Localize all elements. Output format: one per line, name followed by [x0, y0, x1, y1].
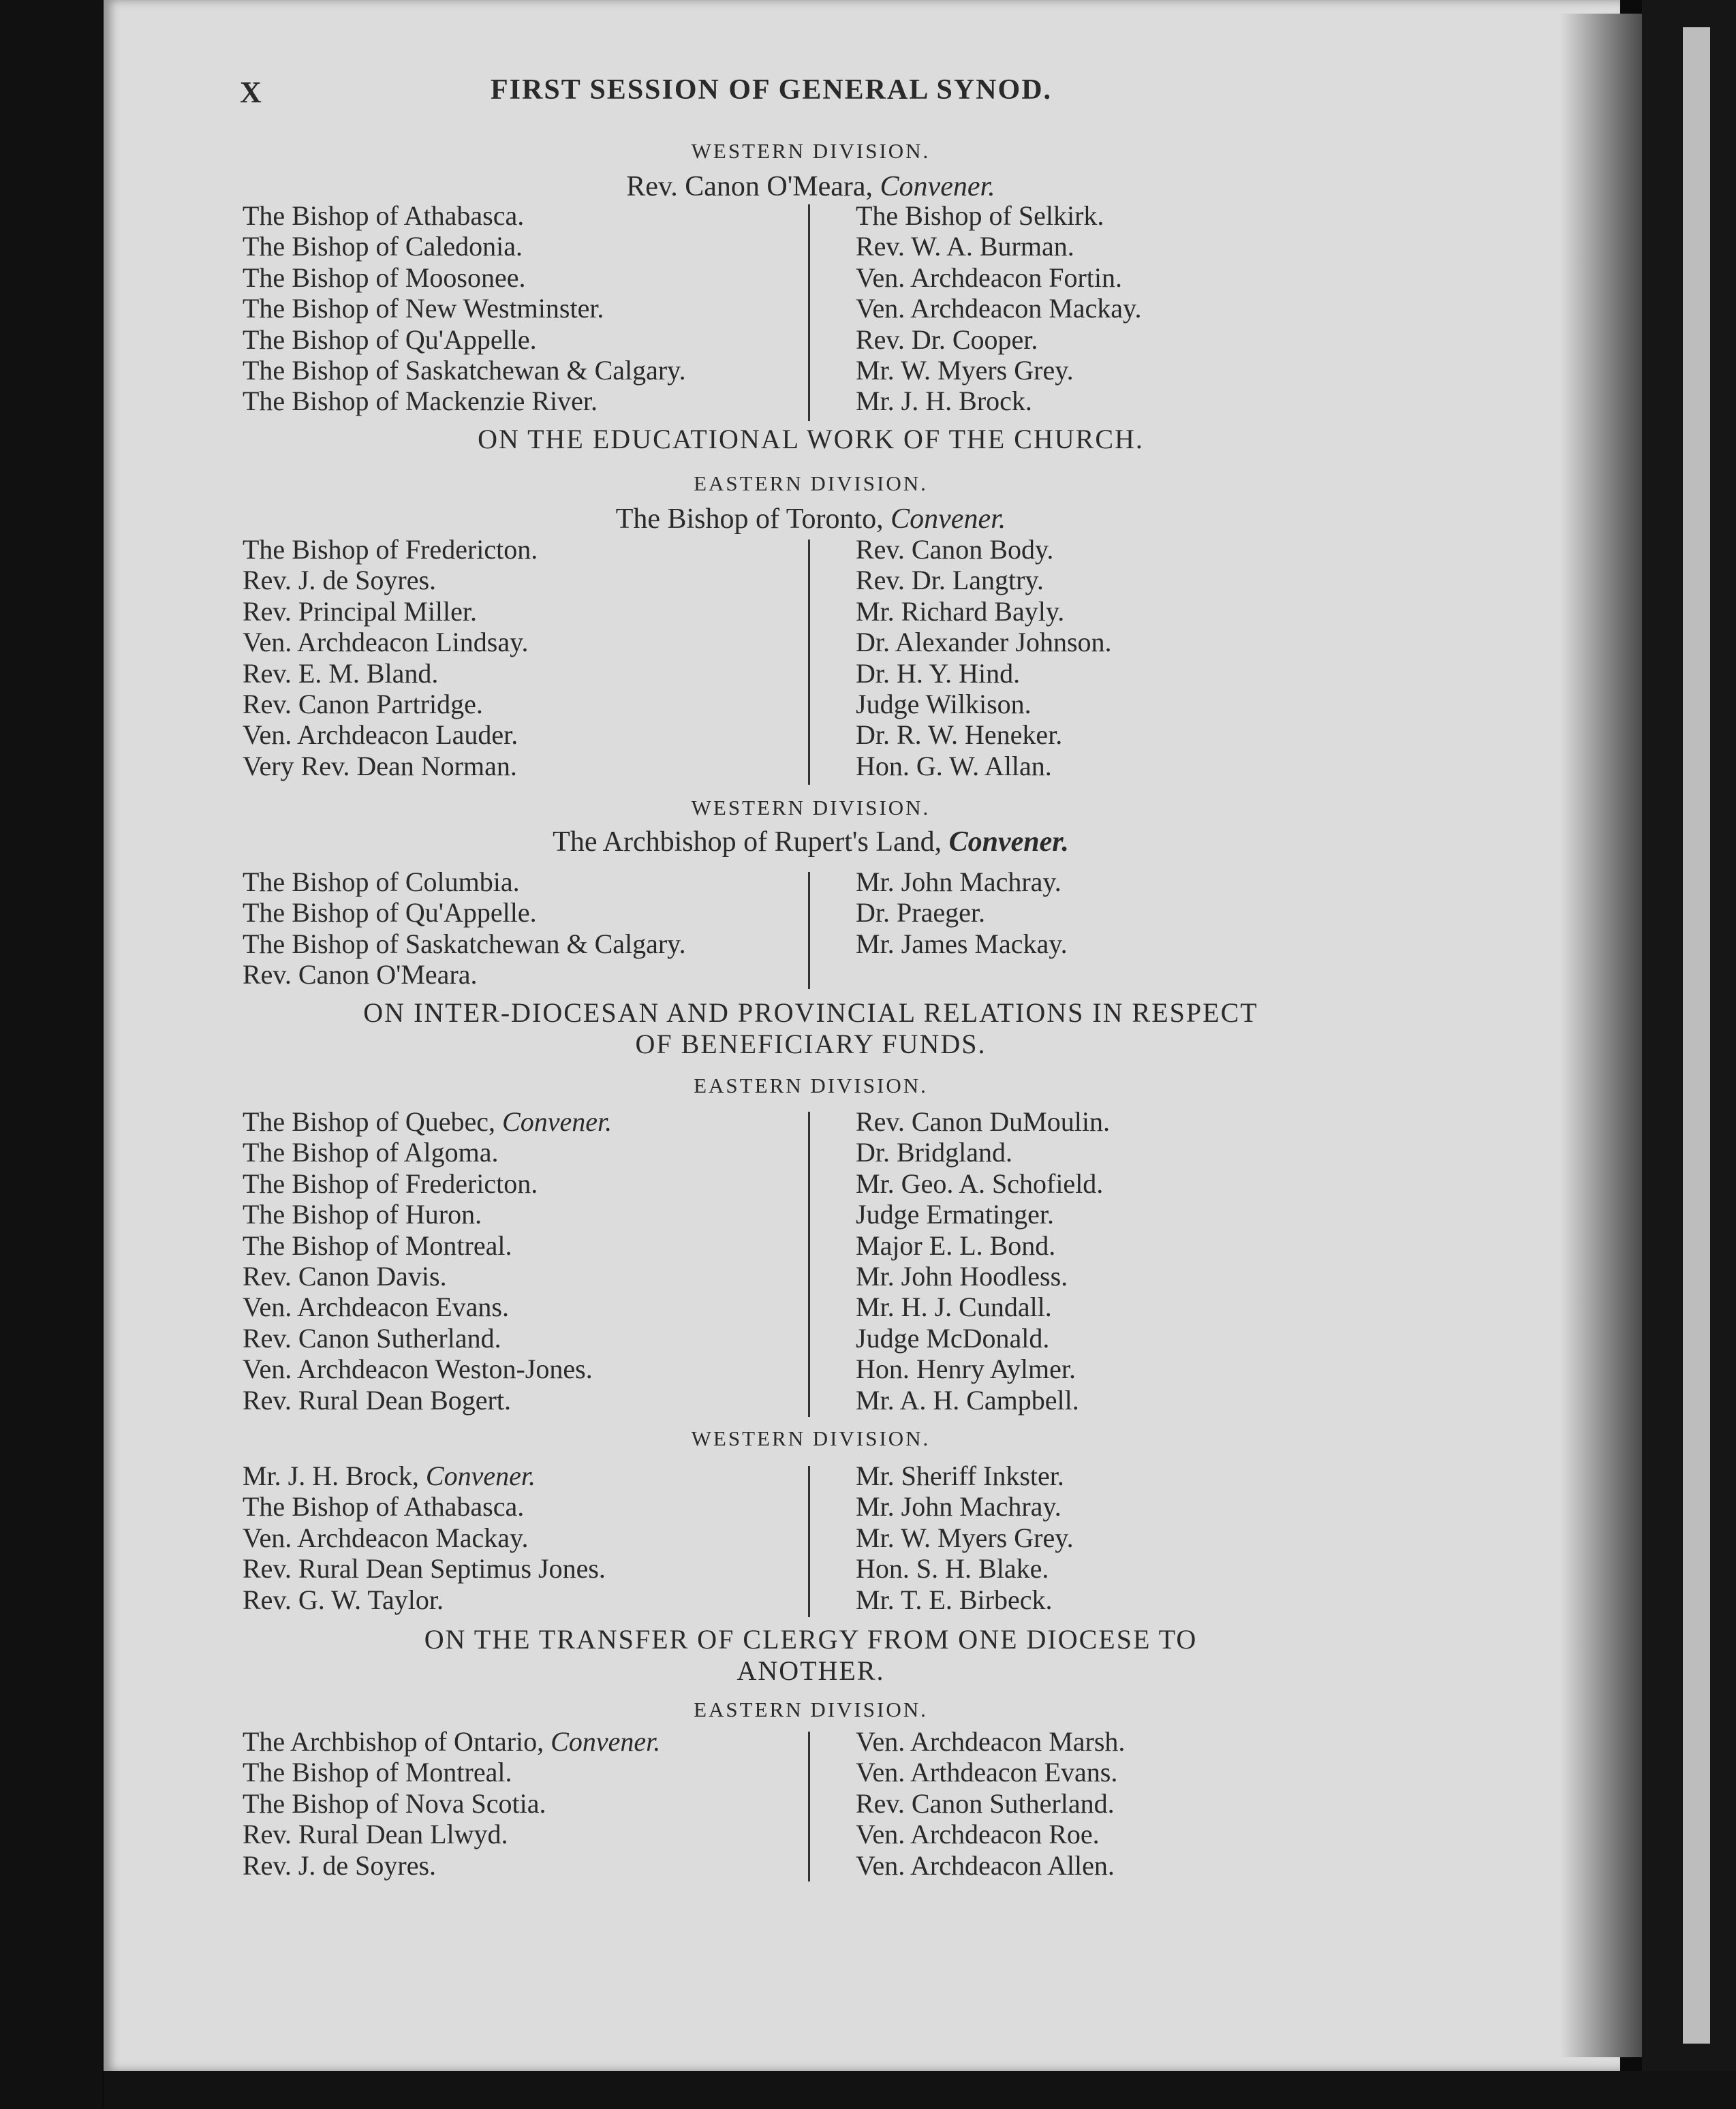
- member: The Bishop of Columbia.: [243, 866, 520, 897]
- column-divider: [808, 1732, 810, 1881]
- member: Rev. Rural Dean Llwyd.: [243, 1819, 508, 1850]
- convener-line: [204, 826, 1417, 858]
- member-list-left: [243, 200, 686, 417]
- member: The Bishop of Mackenzie River.: [243, 386, 598, 417]
- member: Mr. J. H. Brock.: [856, 386, 1032, 417]
- section-title: [232, 997, 1390, 1060]
- member: Dr. R. W. Heneker.: [856, 719, 1063, 751]
- member: Rev. Canon Partridge.: [243, 688, 483, 719]
- member-list-left: [243, 866, 686, 990]
- convener-label: Convener.: [425, 1460, 536, 1491]
- member-list-left: [243, 1460, 606, 1615]
- member: The Bishop of Fredericton.: [243, 534, 538, 565]
- member: Judge Ermatinger.: [856, 1199, 1055, 1230]
- division-heading: EASTERN DIVISION.: [694, 471, 928, 495]
- division-heading: WESTERN DIVISION.: [691, 139, 931, 163]
- member: Judge McDonald.: [856, 1322, 1050, 1354]
- member: Ven. Arthdeacon Evans.: [856, 1757, 1118, 1788]
- member: Rev. Principal Miller.: [243, 595, 478, 627]
- member: Ven. Archdeacon Lindsay.: [243, 627, 529, 658]
- member-list-left: [243, 534, 538, 781]
- member: Dr. Bridgland.: [856, 1137, 1012, 1168]
- member: The Bishop of Qu'Appelle.: [243, 324, 537, 355]
- member-list-right: [856, 1106, 1110, 1416]
- member: The Bishop of Saskatchewan & Calgary.: [243, 354, 686, 386]
- member: Rev. Canon O'Meara.: [243, 959, 478, 990]
- member: Rev. Rural Dean Septimus Jones.: [243, 1553, 606, 1584]
- column-divider: [808, 204, 810, 421]
- convener-name: Rev. Canon O'Meara,: [626, 171, 873, 202]
- member: The Bishop of Caledonia.: [243, 231, 523, 262]
- member: The Bishop of Athabasca.: [243, 1491, 525, 1522]
- member: Hon. G. W. Allan.: [856, 750, 1052, 781]
- convener-member: [243, 1460, 606, 1491]
- member-list-right: [856, 1460, 1074, 1615]
- member: Mr. Geo. A. Schofield.: [856, 1168, 1104, 1199]
- member: Major E. L. Bond.: [856, 1230, 1056, 1261]
- convener-label: Convener.: [948, 826, 1069, 858]
- member: Ven. Archdeacon Lauder.: [243, 719, 518, 751]
- member-list-right: [856, 1726, 1125, 1881]
- section-title-line: ANOTHER.: [737, 1655, 885, 1686]
- member: Rev. Dr. Cooper.: [856, 324, 1038, 355]
- member: Dr. H. Y. Hind.: [856, 657, 1021, 689]
- member: Ven. Archdeacon Roe.: [856, 1819, 1100, 1850]
- member: Mr. Sheriff Inkster.: [856, 1460, 1064, 1491]
- division-heading: EASTERN DIVISION.: [694, 1074, 928, 1097]
- division-heading: WESTERN DIVISION.: [691, 1426, 931, 1450]
- column-divider: [808, 1112, 810, 1417]
- member: Hon. S. H. Blake.: [856, 1553, 1049, 1584]
- member: Dr. Alexander Johnson.: [856, 627, 1112, 658]
- member: Rev. Canon Davis.: [243, 1260, 447, 1292]
- member: The Bishop of Algoma.: [243, 1137, 499, 1168]
- member: The Bishop of Athabasca.: [243, 200, 525, 231]
- member: Rev. J. de Soyres.: [243, 1849, 437, 1881]
- section-title-line: ON INTER-DIOCESAN AND PROVINCIAL RELATIONS IN RESPECT: [363, 997, 1258, 1028]
- convener-label: Convener.: [880, 171, 995, 202]
- member: The Bishop of Montreal.: [243, 1230, 512, 1261]
- member: The Bishop of Saskatchewan & Calgary.: [243, 928, 686, 959]
- member: Mr. John Machray.: [856, 866, 1061, 897]
- convener-line: [204, 170, 1417, 203]
- division-heading: EASTERN DIVISION.: [694, 1698, 928, 1721]
- member-list-left: [243, 1106, 612, 1416]
- member: The Bishop of Montreal.: [243, 1757, 512, 1788]
- member: Rev. Canon Sutherland.: [856, 1787, 1115, 1819]
- convener-label: Convener.: [502, 1106, 613, 1137]
- member: Mr. Richard Bayly.: [856, 595, 1065, 627]
- member: Rev. Canon Sutherland.: [243, 1322, 501, 1354]
- member: Ven. Archdeacon Evans.: [243, 1292, 509, 1323]
- member: The Bishop of Huron.: [243, 1199, 482, 1230]
- member: Very Rev. Dean Norman.: [243, 750, 517, 781]
- member: Mr. W. Myers Grey.: [856, 354, 1074, 386]
- member: The Bishop of Fredericton.: [243, 1168, 538, 1199]
- convener-line: [204, 503, 1417, 535]
- member: Rev. Rural Dean Bogert.: [243, 1384, 511, 1416]
- member: Rev. Dr. Langtry.: [856, 565, 1044, 596]
- member: Rev. Canon DuMoulin.: [856, 1106, 1110, 1137]
- page-number: X: [240, 76, 263, 109]
- member: Dr. Praeger.: [856, 897, 985, 928]
- column-divider: [808, 1466, 810, 1617]
- member: Rev. Canon Body.: [856, 534, 1054, 565]
- convener-name: The Archbishop of Rupert's Land,: [553, 826, 942, 858]
- section-title: ON THE EDUCATIONAL WORK OF THE CHURCH.: [478, 424, 1144, 454]
- member: Mr. John Machray.: [856, 1491, 1061, 1522]
- section-title-line: ON THE TRANSFER OF CLERGY FROM ONE DIOCESE TO: [424, 1624, 1198, 1655]
- section-title-line: OF BENEFICIARY FUNDS.: [635, 1029, 987, 1059]
- member: Rev. W. A. Burman.: [856, 231, 1074, 262]
- member: Ven. Archdeacon Marsh.: [856, 1726, 1126, 1757]
- convener-name: Mr. J. H. Brock,: [243, 1460, 419, 1491]
- member: Rev. J. de Soyres.: [243, 565, 437, 596]
- member: Ven. Archdeacon Weston-Jones.: [243, 1354, 593, 1385]
- column-divider: [808, 540, 810, 785]
- member: The Bishop of New Westminster.: [243, 293, 604, 324]
- member: Mr. A. H. Campbell.: [856, 1384, 1079, 1416]
- member: Ven. Archdeacon Mackay.: [243, 1522, 529, 1553]
- member: Hon. Henry Aylmer.: [856, 1354, 1076, 1385]
- member-list-right: [856, 200, 1141, 417]
- member: Judge Wilkison.: [856, 688, 1032, 719]
- column-divider: [808, 872, 810, 989]
- convener-name: The Bishop of Quebec,: [243, 1106, 496, 1137]
- convener-name: The Bishop of Toronto,: [615, 503, 884, 535]
- division-heading: WESTERN DIVISION.: [691, 796, 931, 819]
- member: Ven. Archdeacon Mackay.: [856, 293, 1142, 324]
- member: Rev. E. M. Bland.: [243, 657, 439, 689]
- member: Ven. Archdeacon Fortin.: [856, 262, 1123, 293]
- member: Mr. James Mackay.: [856, 928, 1068, 959]
- member: The Bishop of Nova Scotia.: [243, 1787, 546, 1819]
- member-list-right: [856, 534, 1112, 781]
- convener-label: Convener.: [551, 1726, 661, 1757]
- member: The Bishop of Qu'Appelle.: [243, 897, 537, 928]
- section-title: [232, 1624, 1390, 1687]
- member: Mr. John Hoodless.: [856, 1260, 1068, 1292]
- member: Rev. G. W. Taylor.: [243, 1584, 444, 1615]
- member-list-left: [243, 1726, 660, 1881]
- member: The Bishop of Moosonee.: [243, 262, 526, 293]
- member: Mr. T. E. Birbeck.: [856, 1584, 1053, 1615]
- convener-member: [243, 1106, 612, 1137]
- member: Mr. H. J. Cundall.: [856, 1292, 1052, 1323]
- member: The Bishop of Selkirk.: [856, 200, 1104, 231]
- member: Ven. Archdeacon Allen.: [856, 1849, 1115, 1881]
- member: Mr. W. Myers Grey.: [856, 1522, 1074, 1553]
- convener-name: The Archbishop of Ontario,: [243, 1726, 544, 1757]
- convener-label: Convener.: [890, 503, 1006, 535]
- convener-member: [243, 1726, 660, 1757]
- running-title: FIRST SESSION OF GENERAL SYNOD.: [491, 74, 1053, 106]
- member-list-right: [856, 866, 1068, 959]
